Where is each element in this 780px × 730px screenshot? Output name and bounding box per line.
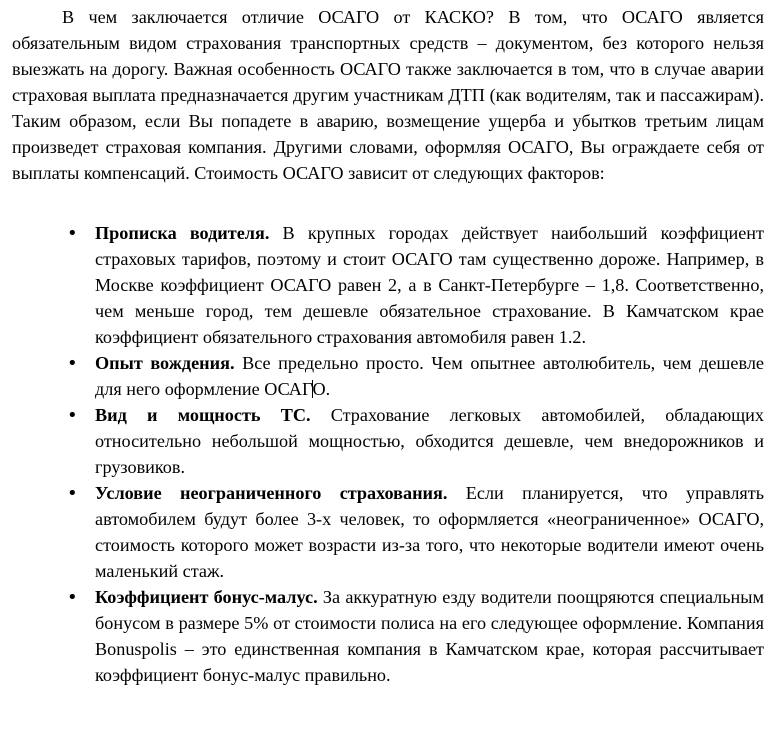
factor-text: В крупных городах действует наибольший коэффициент страховых тарифов, поэтому и стоит ОСАГО там существенно дороже. Например, в Москве коэффициент ОСАГО равен 2, а в Санкт-Петербурге – 1,8. Соответственно, чем меньше город, тем дешевле обязательное страхование. В Камчатском крае коэффициент обязательного страхования автомобиля равен 1.2. — [95, 223, 764, 347]
list-item — [95, 584, 764, 688]
factor-title: Опыт вождения. — [95, 353, 235, 373]
factor-title: Вид и мощность ТС. — [95, 405, 311, 425]
factor-title: Коэффициент бонус-малус. — [95, 587, 318, 607]
bullet-icon — [67, 220, 77, 247]
bullet-icon — [67, 402, 77, 429]
list-item — [95, 480, 764, 584]
factor-text-end: О. — [312, 379, 331, 399]
factor-text: Если планируется, что управлять автомобилем будут более 3-х человек, то оформляется «неограниченное» ОСАГО, стоимость которого может возрасти из-за того, что некоторые водители имеют очень маленький стаж. — [95, 483, 765, 581]
factor-text: Страхование легковых автомобилей, обладающих относительно небольшой мощностью, обходится дешевле, чем внедорожников и грузовиков. — [95, 405, 764, 477]
bullet-icon — [67, 480, 77, 507]
list-item — [95, 402, 764, 480]
bullet-icon — [67, 584, 77, 611]
factor-title: Условие неограниченного страхования. — [95, 483, 448, 503]
bullet-icon — [67, 350, 77, 377]
intro-paragraph: В чем заключается отличие ОСАГО от КАСКО? В том, что ОСАГО является обязательным видом страхования транспортных средств – документом, без которого нельзя выезжать на дорогу. Важная особенность ОСАГО также заключается в том, что в случае аварии страховая выплата предназначается другим участникам ДТП (как водителям, так и пассажирам). Таким образом, если Вы попадете в аварию, возмещение ущерба и убытков третьим лицам произведет страховая компания. Другими словами, оформляя ОСАГО, Вы ограждаете себя от выплаты компенсаций. Стоимость ОСАГО зависит от следующих факторов: — [12, 7, 764, 183]
factor-title: Прописка водителя. — [95, 223, 270, 243]
list-item — [95, 350, 764, 402]
factors-list — [12, 220, 764, 688]
list-item — [95, 220, 764, 350]
factor-text: За аккуратную езду водители поощряются специальным бонусом в размере 5% от стоимости полиса на его следующее оформление. Компания Bonuspolis – это единственная компания в Камчатском крае, которая рассчитывает коэффициент бонус-малус правильно. — [95, 587, 765, 685]
factor-text: Все предельно просто. Чем опытнее автолюбитель, чем дешевле для него оформление ОСАГ — [95, 353, 764, 399]
